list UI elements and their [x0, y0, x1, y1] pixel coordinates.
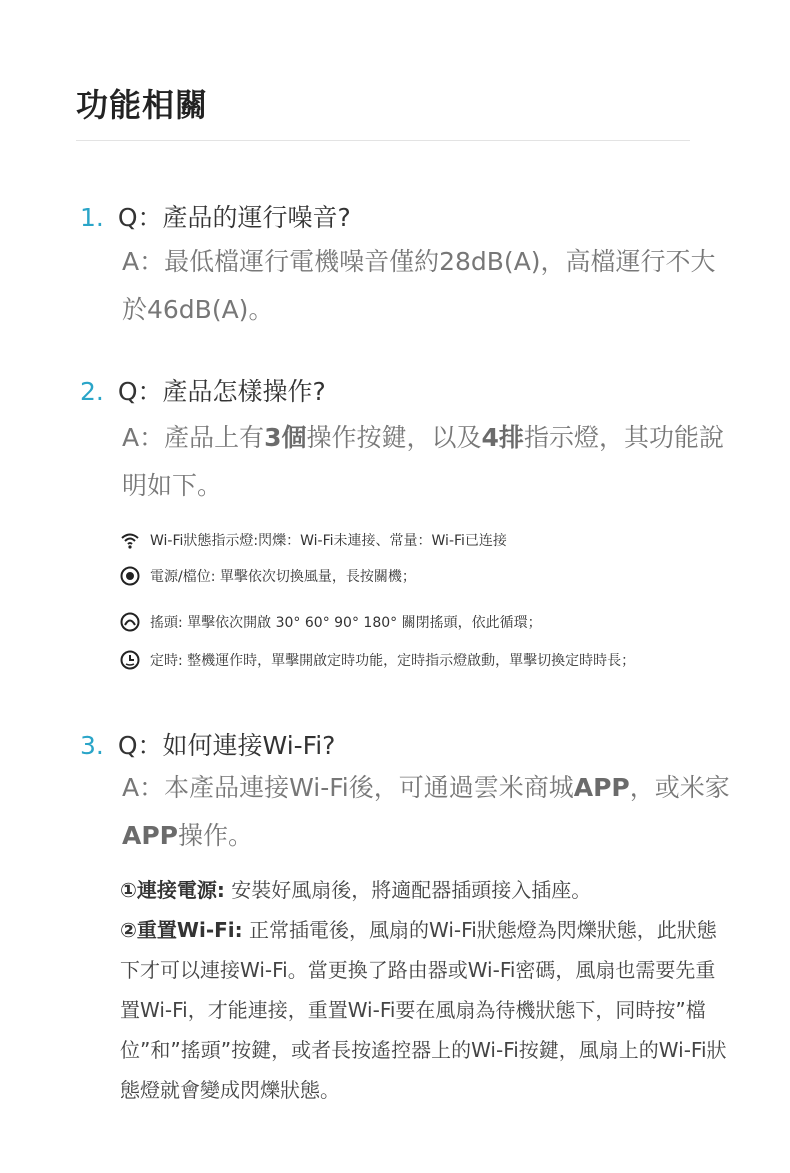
indicator-text: 電源/檔位: 單擊依次切換風量，長按關機； — [150, 569, 416, 585]
answer-highlight: APP — [573, 773, 630, 802]
answer-text: ，或米家 — [629, 773, 730, 802]
answer-text: 操作按鍵，以及 — [306, 423, 482, 452]
question-number: 1. — [80, 203, 104, 232]
indicator-text: 搖頭: 單擊依次開啟 30° 60° 90° 180° 關閉搖頭，依此循環； — [150, 615, 542, 631]
question-2 — [80, 372, 326, 408]
wifi-icon — [120, 530, 140, 550]
step-text: 正常插電後，風扇的Wi-Fi狀態燈為閃爍狀態，此狀態下才可以連接Wi-Fi。當更換了路由器或Wi-Fi密碼，風扇也需要先重置Wi-Fi，才能連接，重置Wi-Fi要在風扇為待機狀態下，同時按”檔位”和”搖頭”按鍵，或者長按遙控器上的Wi-Fi按鍵，風扇上的Wi-Fi狀態燈就會變成閃爍狀態。 — [120, 918, 727, 1102]
step-1 — [120, 870, 732, 910]
indicator-power — [120, 566, 416, 586]
step-text: 安裝好風扇後，將適配器插頭接入插座。 — [231, 878, 592, 902]
step-label: ①連接電源: — [120, 878, 225, 902]
indicator-timer — [120, 650, 635, 670]
indicator-wifi — [120, 530, 507, 550]
timer-icon — [120, 650, 140, 670]
answer-3 — [122, 764, 732, 860]
answer-text: A：產品上有 — [122, 423, 265, 452]
indicator-text: Wi-Fi狀態指示燈:閃爍：Wi-Fi未連接、常量：Wi-Fi已连接 — [150, 533, 507, 549]
answer-highlight: 3個 — [264, 423, 307, 452]
question-text: Q：產品怎樣操作? — [117, 377, 326, 406]
question-number: 2. — [80, 377, 104, 406]
question-text: Q：如何連接Wi-Fi? — [117, 731, 336, 760]
title-divider — [76, 140, 690, 141]
step-label: ②重置Wi-Fi: — [120, 918, 243, 942]
swing-icon — [120, 612, 140, 632]
answer-text: 操作。 — [178, 821, 254, 850]
answer-2 — [122, 414, 732, 510]
step-2 — [120, 910, 732, 1110]
indicator-swing — [120, 612, 542, 632]
question-1 — [80, 198, 351, 234]
page-title: 功能相關 — [76, 86, 209, 124]
question-3 — [80, 726, 335, 762]
answer-highlight: APP — [122, 821, 178, 850]
answer-highlight: 4排 — [481, 423, 524, 452]
answer-text: 指示燈，其功能說明如下。 — [122, 423, 724, 500]
question-text: Q：產品的運行噪音? — [117, 203, 351, 232]
question-number: 3. — [80, 731, 104, 760]
answer-1: A：最低檔運行電機噪音僅約28dB(A)，高檔運行不大於46dB(A)。 — [122, 247, 716, 324]
answer-text: A：本產品連接Wi-Fi後，可通過雲米商城 — [122, 773, 574, 802]
indicator-text: 定時: 整機運作時，單擊開啟定時功能，定時指示燈啟動，單擊切換定時時長； — [150, 653, 636, 669]
wifi-steps — [120, 870, 732, 1110]
power-icon — [120, 566, 140, 586]
